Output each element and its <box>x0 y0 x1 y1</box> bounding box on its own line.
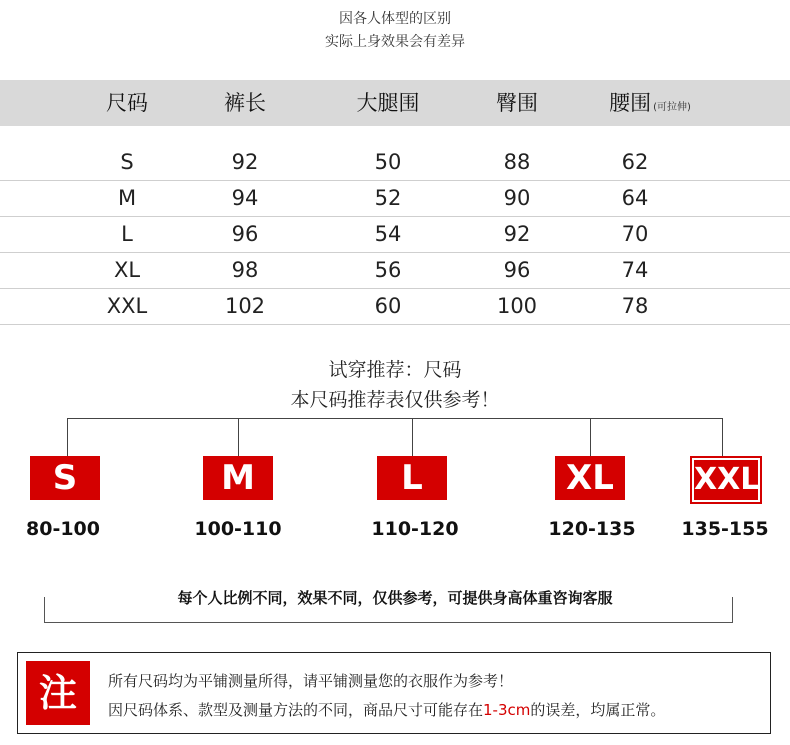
cell-size: S <box>120 150 134 174</box>
cell-pants-length: 92 <box>231 150 259 174</box>
cell-hip: 92 <box>503 222 531 246</box>
cell-hip: 96 <box>503 258 531 282</box>
cell-hip: 90 <box>503 186 531 210</box>
difference-note: 每个人比例不同，效果不同，仅供参考，可提供身高体重咨询客服 <box>177 589 613 607</box>
notice-line-2-before: 因尺码体系、款型及测量方法的不同，商品尺寸可能存在 <box>108 701 484 719</box>
waist-stretch-note: (可拉伸) <box>653 102 691 113</box>
cell-size: M <box>117 186 137 210</box>
cell-size: XL <box>113 258 141 282</box>
cell-size: L <box>121 222 133 246</box>
range-l: 110-120 <box>371 518 459 540</box>
tree-horizontal-line <box>67 418 723 419</box>
header-pants-length: 裤长 <box>224 91 266 115</box>
cell-waist: 62 <box>621 150 649 174</box>
table-row <box>0 216 790 253</box>
table-row <box>0 180 790 217</box>
range-s: 80-100 <box>26 518 100 540</box>
table-row <box>0 144 790 181</box>
fit-effect-note: 实际上身效果会有差异 <box>325 34 465 50</box>
cell-thigh: 54 <box>374 222 402 246</box>
bracket-left <box>44 597 45 623</box>
header-thigh: 大腿围 <box>356 91 420 115</box>
size-badge-s: S <box>30 456 100 500</box>
cell-thigh: 50 <box>374 150 402 174</box>
range-xl: 120-135 <box>548 518 636 540</box>
header-size: 尺码 <box>106 91 148 115</box>
notice-badge: 注 <box>26 661 90 725</box>
table-row <box>0 252 790 289</box>
tree-branch-s <box>67 418 68 456</box>
bracket-right <box>732 597 733 623</box>
range-m: 100-110 <box>194 518 282 540</box>
size-badge-l: L <box>377 456 447 500</box>
cell-pants-length: 94 <box>231 186 259 210</box>
notice-box <box>17 652 771 734</box>
cell-thigh: 60 <box>374 294 402 318</box>
cell-hip: 88 <box>503 150 531 174</box>
header-waist <box>560 80 740 126</box>
notice-line-1: 所有尺码均为平铺测量所得，请平铺测量您的衣服作为参考！ <box>108 672 514 690</box>
recommendation-subtitle: 本尺码推荐表仅供参考！ <box>290 389 500 411</box>
cell-pants-length: 96 <box>231 222 259 246</box>
notice-line-2 <box>108 699 665 720</box>
cell-waist: 78 <box>621 294 649 318</box>
tree-branch-xl <box>590 418 591 456</box>
table-row <box>0 288 790 325</box>
tree-branch-l <box>412 418 413 456</box>
body-type-note: 因各人体型的区别 <box>339 11 451 27</box>
cell-thigh: 52 <box>374 186 402 210</box>
tree-branch-m <box>238 418 239 456</box>
header-hip: 臀围 <box>496 91 538 115</box>
bracket-bottom <box>44 622 733 623</box>
notice-line-2-after: 的误差，均属正常。 <box>530 701 666 719</box>
cell-size: XXL <box>106 294 148 318</box>
cell-hip: 100 <box>496 294 538 318</box>
cell-waist: 74 <box>621 258 649 282</box>
cell-pants-length: 102 <box>224 294 266 318</box>
cell-thigh: 56 <box>374 258 402 282</box>
recommendation-title: 试穿推荐：尺码 <box>328 359 462 381</box>
tree-branch-xxl <box>722 418 723 456</box>
header-waist-label: 腰围 <box>609 91 652 115</box>
cell-waist: 70 <box>621 222 649 246</box>
size-table-header <box>0 80 790 126</box>
size-badge-xl: XL <box>555 456 625 500</box>
range-xxl: 135-155 <box>681 518 769 540</box>
cell-waist: 64 <box>621 186 649 210</box>
error-margin-highlight: 1-3cm <box>483 701 531 719</box>
size-badge-xxl: XXL <box>692 458 760 502</box>
cell-pants-length: 98 <box>231 258 259 282</box>
size-badge-m: M <box>203 456 273 500</box>
